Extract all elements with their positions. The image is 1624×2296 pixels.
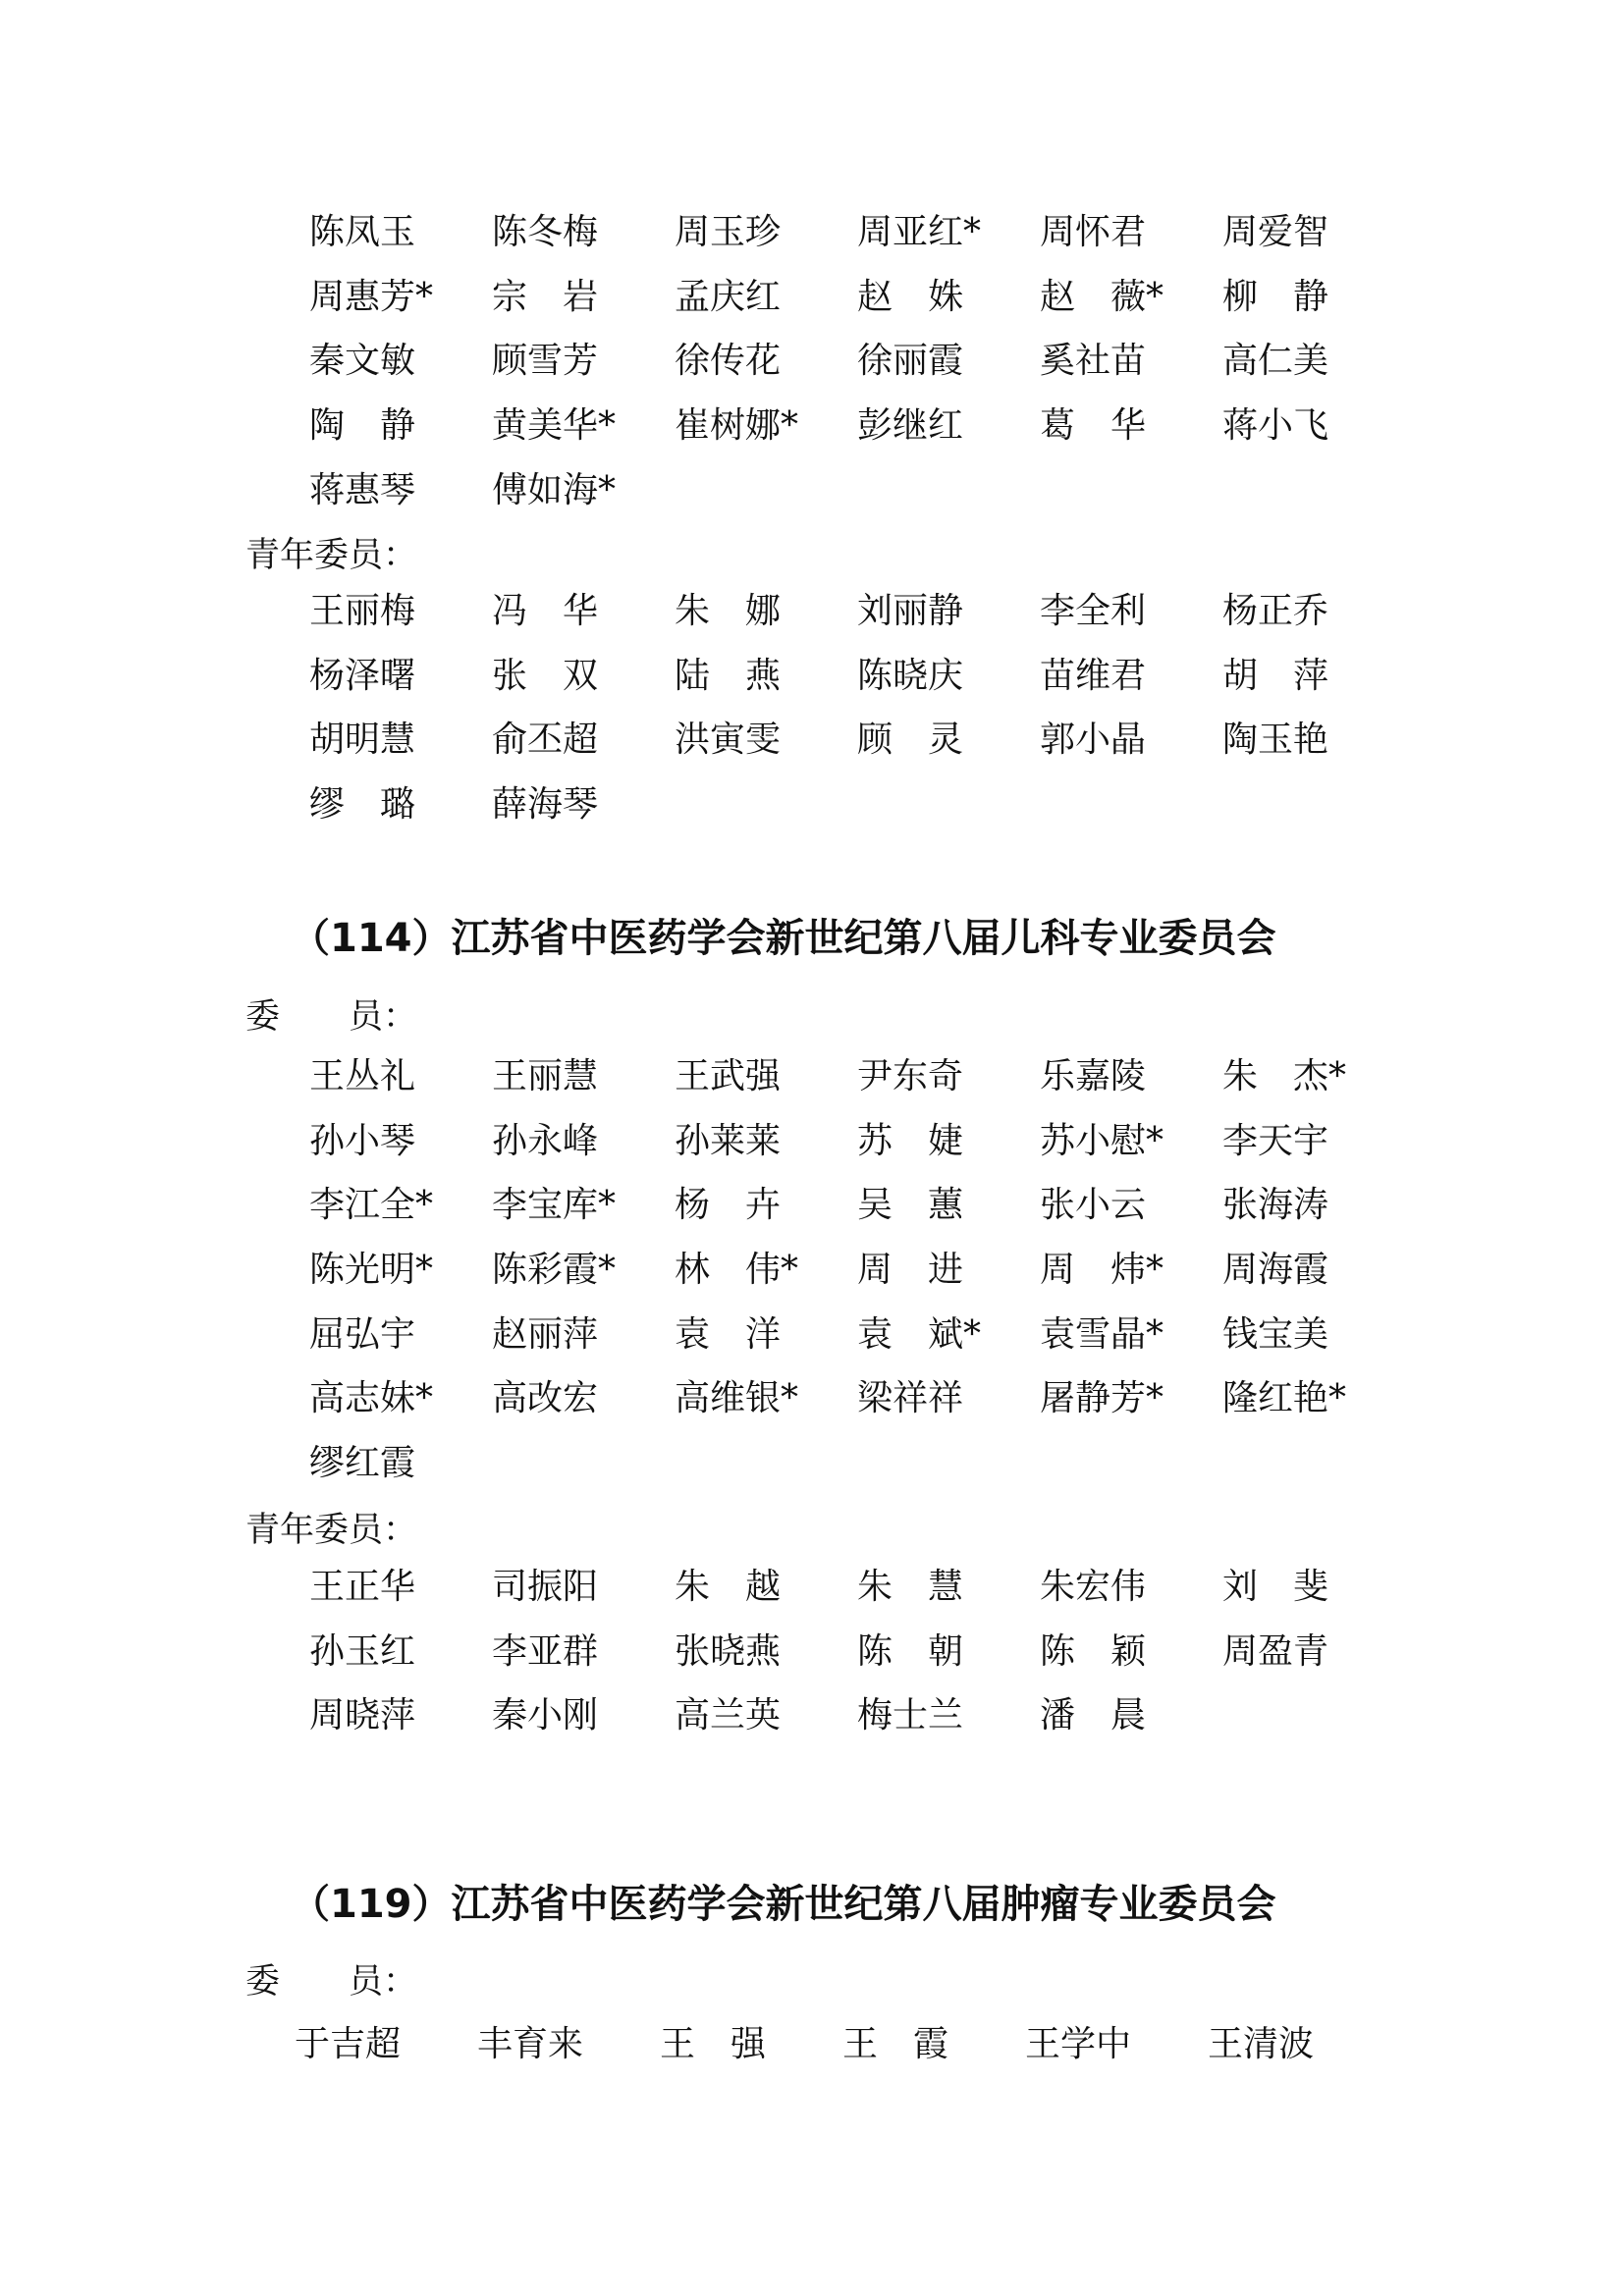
member-name: 周惠芳* — [309, 276, 434, 317]
member-name: 洪寅雯 — [675, 720, 782, 761]
member-name: 朱 杰* — [1222, 1056, 1347, 1096]
member-list — [295, 211, 1394, 533]
member-name: 张晓燕 — [675, 1630, 782, 1672]
member-name: 孙莱莱 — [675, 1120, 782, 1161]
member-name: 李宝库* — [492, 1185, 617, 1226]
member-name: 周怀君 — [1040, 212, 1147, 252]
member-name: 刘丽静 — [857, 591, 964, 631]
member-name: 顾雪芳 — [492, 341, 599, 382]
member-name: 秦小刚 — [492, 1695, 599, 1736]
member-name: 王清波 — [1208, 2024, 1315, 2064]
member-name: 周盈青 — [1222, 1630, 1329, 1672]
member-name: 张小云 — [1040, 1185, 1147, 1226]
member-name: 屠静芳* — [1040, 1378, 1164, 1419]
youth-members-label: 青年委员： — [245, 536, 418, 575]
member-name: 司振阳 — [492, 1567, 599, 1607]
member-name: 王学中 — [1025, 2024, 1132, 2064]
member-name: 陈晓庆 — [857, 655, 964, 696]
section-heading-114: （114）江苏省中医药学会新世纪第八届儿科专业委员会 — [291, 916, 1276, 961]
member-name: 高仁美 — [1222, 341, 1329, 382]
member-name: 孙小琴 — [309, 1120, 416, 1161]
member-name: 丰育来 — [477, 2024, 584, 2064]
member-name: 李江全* — [309, 1185, 434, 1226]
member-name: 赵丽萍 — [492, 1313, 599, 1355]
member-name: 朱 慧 — [857, 1567, 964, 1607]
member-name: 宗 岩 — [492, 276, 599, 317]
member-name: 杨泽曙 — [309, 655, 416, 696]
member-name: 高改宏 — [492, 1378, 599, 1419]
member-name: 周玉珍 — [675, 212, 782, 252]
member-name: 缪红霞 — [309, 1443, 416, 1484]
member-name: 于吉超 — [295, 2024, 402, 2064]
member-name: 袁 洋 — [675, 1313, 782, 1355]
member-name: 王丽慧 — [492, 1056, 599, 1096]
member-name: 陈 朝 — [857, 1630, 964, 1672]
member-list — [280, 2023, 1380, 2088]
member-name: 杨正乔 — [1222, 591, 1329, 631]
member-name: 李全利 — [1040, 591, 1147, 631]
member-name: 王丽梅 — [309, 591, 416, 631]
member-name: 钱宝美 — [1222, 1313, 1329, 1355]
member-name: 陶玉艳 — [1222, 720, 1329, 761]
member-name: 蒋惠琴 — [309, 469, 416, 510]
member-name: 李天宇 — [1222, 1120, 1329, 1161]
member-name: 顾 灵 — [857, 720, 964, 761]
member-name: 王 霞 — [842, 2024, 949, 2064]
member-name: 赵 姝 — [857, 276, 964, 317]
member-name: 朱宏伟 — [1040, 1567, 1147, 1607]
member-name: 周海霞 — [1222, 1250, 1329, 1291]
youth-member-list — [295, 590, 1394, 848]
member-name: 张 双 — [492, 655, 599, 696]
member-name: 冯 华 — [492, 591, 599, 631]
member-name: 孙玉红 — [309, 1630, 416, 1672]
member-name: 潘 晨 — [1040, 1695, 1147, 1736]
member-name: 高维银* — [675, 1378, 799, 1419]
member-name: 苏小慰* — [1040, 1120, 1164, 1161]
section-heading-119: （119）江苏省中医药学会新世纪第八届肿瘤专业委员会 — [291, 1882, 1276, 1927]
member-name: 梁祥祥 — [857, 1378, 964, 1419]
member-name: 陶 静 — [309, 405, 416, 447]
member-name: 陈冬梅 — [492, 212, 599, 252]
member-name: 乐嘉陵 — [1040, 1056, 1147, 1096]
member-name: 高志妹* — [309, 1378, 434, 1419]
member-name: 王丛礼 — [309, 1056, 416, 1096]
member-name: 蒋小飞 — [1222, 405, 1329, 447]
member-name: 苏 婕 — [857, 1120, 964, 1161]
member-name: 王 强 — [660, 2024, 767, 2064]
member-name: 陈光明* — [309, 1250, 434, 1291]
member-name: 傅如海* — [492, 469, 617, 510]
member-name: 徐丽霞 — [857, 341, 964, 382]
member-name: 袁 斌* — [857, 1313, 982, 1355]
member-name: 陈凤玉 — [309, 212, 416, 252]
member-name: 高兰英 — [675, 1695, 782, 1736]
member-name: 赵 薇* — [1040, 276, 1164, 317]
member-name: 彭继红 — [857, 405, 964, 447]
member-name: 黄美华* — [492, 405, 617, 447]
members-label: 委 员： — [245, 997, 418, 1037]
member-name: 胡 萍 — [1222, 655, 1329, 696]
member-name: 孙永峰 — [492, 1120, 599, 1161]
member-name: 陆 燕 — [675, 655, 782, 696]
member-name: 胡明慧 — [309, 720, 416, 761]
youth-members-label: 青年委员： — [245, 1511, 418, 1550]
member-name: 薛海琴 — [492, 784, 599, 826]
member-name: 李亚群 — [492, 1630, 599, 1672]
member-name: 王正华 — [309, 1567, 416, 1607]
member-name: 朱 越 — [675, 1567, 782, 1607]
member-name: 郭小晶 — [1040, 720, 1147, 761]
member-name: 吴 蕙 — [857, 1185, 964, 1226]
member-name: 周 进 — [857, 1250, 964, 1291]
member-name: 孟庆红 — [675, 276, 782, 317]
member-name: 周亚红* — [857, 212, 982, 252]
member-name: 柳 静 — [1222, 276, 1329, 317]
member-name: 梅士兰 — [857, 1695, 964, 1736]
member-name: 张海涛 — [1222, 1185, 1329, 1226]
member-name: 袁雪晶* — [1040, 1313, 1164, 1355]
member-name: 朱 娜 — [675, 591, 782, 631]
member-name: 刘 斐 — [1222, 1567, 1329, 1607]
member-name: 秦文敏 — [309, 341, 416, 382]
member-name: 周晓萍 — [309, 1695, 416, 1736]
member-name: 缪 璐 — [309, 784, 416, 826]
member-name: 屈弘宇 — [309, 1313, 416, 1355]
member-name: 崔树娜* — [675, 405, 799, 447]
member-name: 葛 华 — [1040, 405, 1147, 447]
member-name: 王武强 — [675, 1056, 782, 1096]
member-name: 隆红艳* — [1222, 1378, 1347, 1419]
member-name: 俞丕超 — [492, 720, 599, 761]
member-name: 林 伟* — [675, 1250, 799, 1291]
members-label: 委 员： — [245, 1962, 418, 2002]
member-name: 尹东奇 — [857, 1056, 964, 1096]
youth-member-list — [295, 1566, 1394, 1759]
member-name: 杨 卉 — [675, 1185, 782, 1226]
member-name: 徐传花 — [675, 341, 782, 382]
member-name: 周爱智 — [1222, 212, 1329, 252]
member-name: 奚社苗 — [1040, 341, 1147, 382]
member-name: 陈 颖 — [1040, 1630, 1147, 1672]
member-name: 苗维君 — [1040, 655, 1147, 696]
member-name: 周 炜* — [1040, 1250, 1164, 1291]
member-name: 陈彩霞* — [492, 1250, 617, 1291]
member-list — [295, 1055, 1394, 1507]
